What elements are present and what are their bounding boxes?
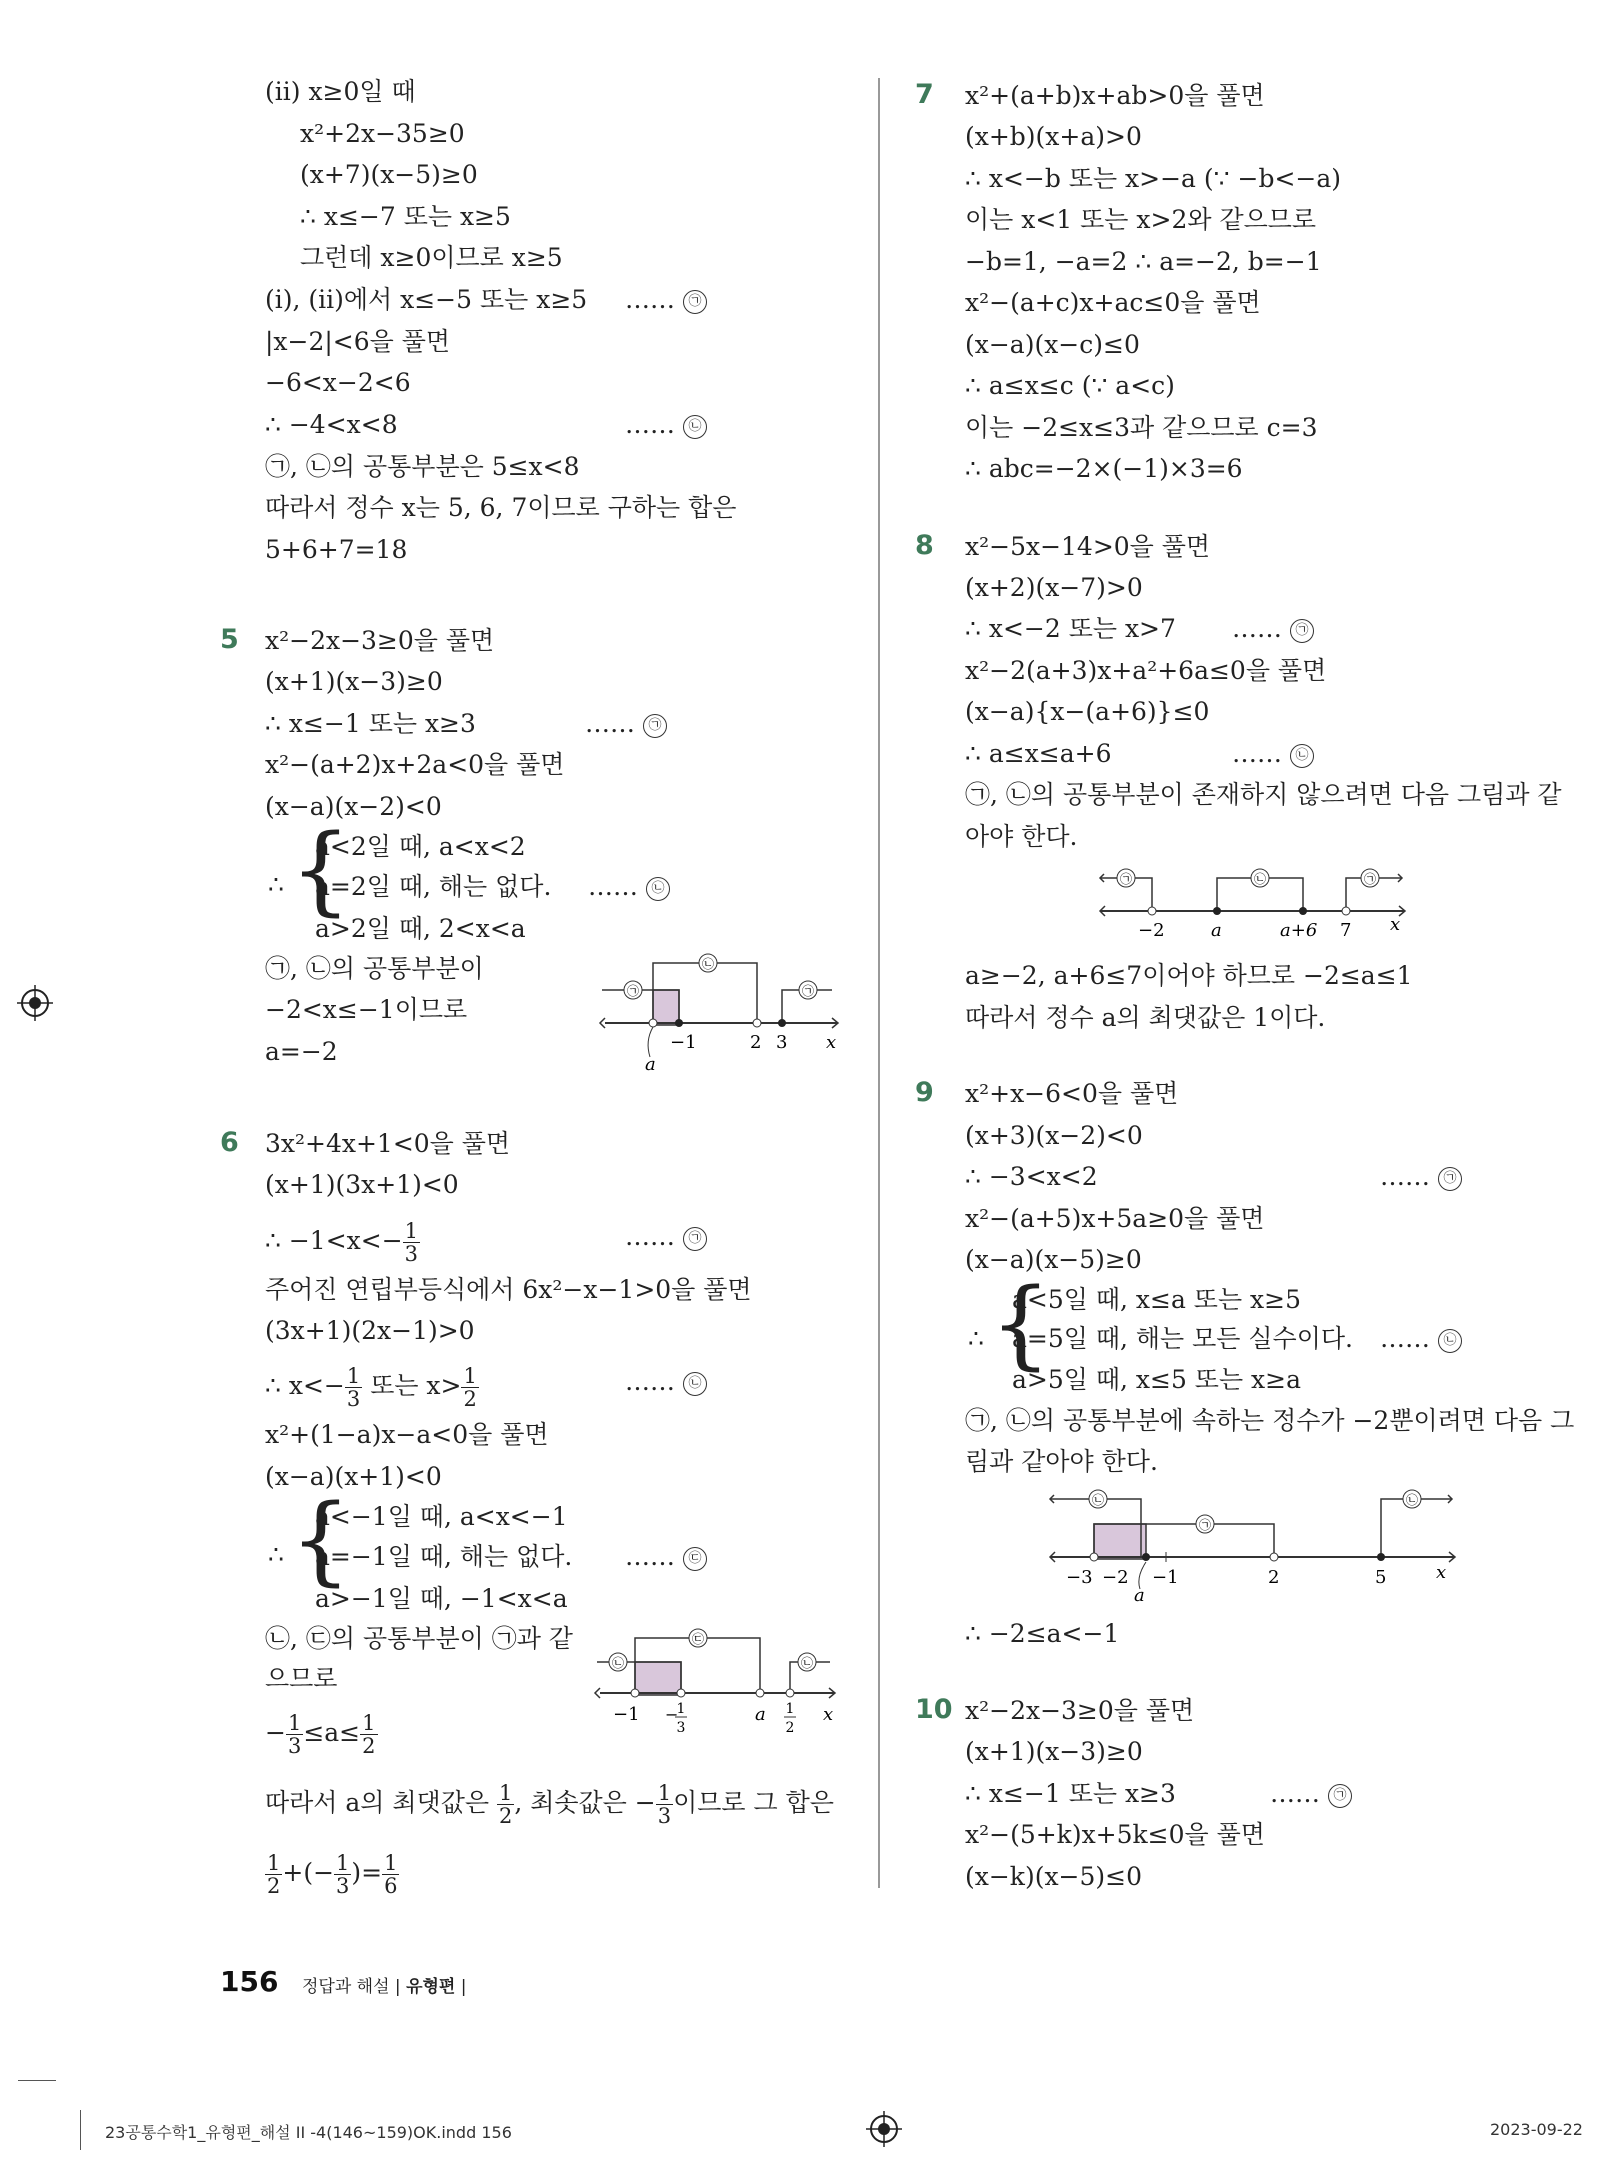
crop-mark — [80, 2110, 81, 2150]
mark-row — [1380, 1160, 1462, 1194]
case-line: a<5일 때, x≤a 또는 x≥5 — [1012, 1285, 1301, 1314]
line: 이는 x<1 또는 x>2와 같으므로 — [965, 205, 1317, 234]
line: (x−k)(x−5)≤0 — [965, 1862, 1143, 1891]
closed-point — [675, 1019, 683, 1027]
mark-row — [625, 283, 707, 317]
tick-label: a — [755, 1704, 766, 1725]
line — [265, 1220, 420, 1265]
line: ∴ x≤−1 또는 x≥3 — [265, 709, 476, 738]
text: ∴ x<− — [265, 1371, 345, 1400]
closed-point — [1213, 907, 1221, 915]
numerator: 1 — [336, 1851, 350, 1875]
line: x²−2x−3≥0을 풀면 — [265, 626, 495, 655]
line: 이는 −2≤x≤3과 같으므로 c=3 — [965, 413, 1318, 442]
problem-number: 7 — [915, 79, 934, 110]
open-point — [786, 1689, 794, 1697]
line: ㉠, ㉡의 공통부분이 — [265, 954, 484, 983]
line: (x−a)(x−c)≤0 — [965, 330, 1140, 359]
footer-section: 정답과 해설 | 유형편 | — [302, 1977, 467, 1997]
point-label: a — [1134, 1585, 1145, 1605]
line: a=−2 — [265, 1037, 338, 1066]
line: x²−(5+k)x+5k≤0을 풀면 — [965, 1820, 1265, 1849]
line: x²+x−6<0을 풀면 — [965, 1079, 1179, 1108]
mark-label: ㉡ — [1405, 1493, 1419, 1507]
line: x²−5x−14>0을 풀면 — [965, 532, 1211, 561]
dots: …… — [585, 709, 635, 738]
axis-label: x — [1436, 1562, 1447, 1583]
tick-label: −1 — [613, 1704, 640, 1725]
mark-label: ㉡ — [1091, 1493, 1105, 1507]
closed-point — [1142, 1553, 1150, 1561]
tick-label: − — [665, 1705, 679, 1724]
text: +(− — [282, 1858, 335, 1887]
open-point — [1090, 1553, 1098, 1561]
numerator: 1 — [384, 1851, 398, 1875]
pointer-line — [648, 1027, 653, 1057]
text: ≤a≤ — [303, 1718, 361, 1747]
text: 따라서 a의 최댓값은 — [265, 1788, 489, 1817]
circle-mark-1: ㉠ — [683, 290, 707, 314]
line: x²−(a+c)x+ac≤0을 풀면 — [965, 288, 1261, 317]
line: ㉠, ㉡의 공통부분은 5≤x<8 — [265, 452, 580, 481]
mark-label: ㉢ — [691, 1632, 705, 1646]
open-point — [1148, 907, 1156, 915]
denominator: 2 — [267, 1874, 281, 1898]
edition-label: 유형편 — [406, 1977, 456, 1997]
circle-mark-3: ㉢ — [683, 1547, 707, 1571]
tick-label: −2 — [1102, 1567, 1129, 1588]
number-line-diagram-9 — [1040, 1485, 1460, 1605]
tick-label: 2 — [750, 1032, 762, 1053]
tick-label: a+6 — [1280, 920, 1318, 940]
line: x²−2x−3≥0을 풀면 — [965, 1696, 1195, 1725]
line: ∴ abc=−2×(−1)×3=6 — [965, 454, 1243, 483]
number-line-diagram-5 — [590, 945, 850, 1075]
dots: …… — [1380, 1324, 1430, 1353]
therefore: ∴ — [968, 1324, 984, 1353]
line: ∴ x<−b 또는 x>−a (∵ −b<−a) — [965, 164, 1341, 193]
circle-mark-2: ㉡ — [646, 877, 670, 901]
numerator: 1 — [657, 1781, 672, 1805]
closed-point — [1299, 907, 1307, 915]
region-2-right — [1381, 1499, 1452, 1557]
case-line: a>2일 때, 2<x<a — [315, 914, 526, 943]
number-line-diagram-8 — [1090, 860, 1410, 940]
denominator: 3 — [657, 1804, 672, 1828]
denominator: 2 — [362, 1734, 376, 1758]
denominator: 3 — [336, 1874, 350, 1898]
mark-row — [1380, 1322, 1462, 1356]
fraction — [334, 1852, 351, 1897]
circle-mark-2: ㉡ — [1290, 744, 1314, 768]
line: (3x+1)(2x−1)>0 — [265, 1316, 475, 1345]
tick-label: 5 — [1375, 1567, 1387, 1588]
line: 림과 같아야 한다. — [965, 1447, 1158, 1476]
line: (x+1)(3x+1)<0 — [265, 1170, 459, 1199]
column-divider — [878, 78, 880, 1888]
overlap-region — [653, 990, 679, 1025]
problem-number: 9 — [915, 1077, 934, 1108]
line: 따라서 정수 a의 최댓값은 1이다. — [965, 1003, 1326, 1032]
overlap-region — [1094, 1524, 1146, 1559]
tick-label: 1 — [676, 1701, 686, 1717]
circle-mark-2: ㉡ — [683, 415, 707, 439]
line: 으므로 — [265, 1664, 338, 1693]
line: |x−2|<6을 풀면 — [265, 327, 451, 356]
mark-label: ㉠ — [1198, 1518, 1212, 1532]
overlap-region — [635, 1662, 681, 1695]
line: (x+b)(x+a)>0 — [965, 122, 1142, 151]
circle-mark-1: ㉠ — [1438, 1167, 1462, 1191]
fraction — [360, 1712, 377, 1757]
mark-row — [588, 870, 670, 904]
denominator: 3 — [287, 1734, 302, 1758]
tick-label: a — [1211, 920, 1222, 940]
text: ∴ −1<x<− — [265, 1226, 403, 1255]
problem-number: 8 — [915, 530, 934, 561]
line: (ⅱ) x≥0일 때 — [265, 77, 416, 106]
registration-mark — [866, 2111, 902, 2147]
mark-label: ㉡ — [611, 1656, 625, 1670]
case-line: a<2일 때, a<x<2 — [315, 832, 526, 861]
tick-label: 1 — [785, 1701, 795, 1717]
dots: …… — [625, 1222, 675, 1251]
line: − $\frac{1}{3}$ ≤a≤ $\frac{1}{2}$ — [265, 1711, 376, 1758]
line: x²+2x−35≥0 — [300, 119, 465, 148]
mark-row — [625, 1540, 707, 1574]
fraction — [656, 1782, 673, 1827]
fraction — [286, 1712, 303, 1757]
brace: { — [990, 1268, 1052, 1380]
axis-label: x — [826, 1032, 837, 1053]
denominator: 2 — [498, 1804, 513, 1828]
registration-mark — [17, 985, 53, 1021]
line: 주어진 연립부등식에서 6x²−x−1>0을 풀면 — [265, 1275, 752, 1304]
line: (x+7)(x−5)≥0 — [300, 160, 478, 189]
mark-row — [625, 408, 707, 442]
therefore: ∴ — [268, 1540, 284, 1569]
line: ∴ x≤−1 또는 x≥3 — [965, 1779, 1176, 1808]
line: ∴ a≤x≤c (∵ a<c) — [965, 371, 1175, 400]
dots: …… — [588, 872, 638, 901]
numerator: 1 — [362, 1711, 376, 1735]
line: ∴ x≤−7 또는 x≥5 — [300, 202, 511, 231]
line: (x−a){x−(a+6)}≤0 — [965, 697, 1210, 726]
line: ㉡, ㉢의 공통부분이 ㉠과 같 — [265, 1624, 573, 1653]
line: (x+2)(x−7)>0 — [965, 573, 1143, 602]
line: a≥−2, a+6≤7이어야 하므로 −2≤a≤1 — [965, 961, 1413, 990]
brace: { — [290, 814, 352, 926]
problem-number: 10 — [915, 1694, 953, 1725]
therefore: ∴ — [268, 870, 284, 899]
line: x²−(a+2)x+2a<0을 풀면 — [265, 750, 565, 779]
tick-label: 7 — [1340, 920, 1352, 940]
problem-number: 6 — [220, 1127, 239, 1158]
line: (x+1)(x−3)≥0 — [965, 1737, 1143, 1766]
case-line: a=5일 때, 해는 모든 실수이다. — [1012, 1324, 1353, 1353]
line: 아야 한다. — [965, 822, 1078, 851]
mark-label: ㉠ — [1119, 872, 1133, 886]
problem-number: 5 — [220, 624, 239, 655]
tick-label: 3 — [776, 1032, 788, 1053]
fraction — [461, 1365, 478, 1410]
line: (x+1)(x−3)≥0 — [265, 667, 443, 696]
numerator: 1 — [267, 1851, 281, 1875]
fraction — [265, 1852, 282, 1897]
mark-row — [585, 707, 667, 741]
line: x²+(1−a)x−a<0을 풀면 — [265, 1420, 549, 1449]
line: (x−a)(x−5)≥0 — [965, 1245, 1142, 1274]
mark-label: ㉡ — [800, 1656, 814, 1670]
circle-mark-1: ㉠ — [1328, 1784, 1352, 1808]
text: )= — [351, 1858, 383, 1887]
mark-label: ㉡ — [1253, 872, 1267, 886]
dots: …… — [625, 1542, 675, 1571]
line: x²+(a+b)x+ab>0을 풀면 — [965, 81, 1265, 110]
dots: …… — [1270, 1779, 1320, 1808]
dots: …… — [625, 285, 675, 314]
mark-label: ㉡ — [701, 957, 715, 971]
open-point — [753, 1019, 761, 1027]
fraction — [497, 1782, 514, 1827]
file-info: 23공통수학1_유형편_해설 II -4(146~159)OK.indd 156 — [105, 2123, 512, 2142]
dots: …… — [1232, 614, 1282, 643]
dots: …… — [1380, 1162, 1430, 1191]
circle-mark-2: ㉡ — [1438, 1329, 1462, 1353]
text: 또는 x> — [370, 1371, 462, 1400]
text: , 최솟값은 − — [514, 1788, 656, 1817]
closed-point — [1377, 1553, 1385, 1561]
line: −6<x−2<6 — [265, 368, 411, 397]
line: ∴ −2≤a<−1 — [965, 1619, 1120, 1648]
numerator: 1 — [404, 1219, 419, 1243]
circle-mark-1: ㉠ — [683, 1227, 707, 1251]
open-point — [631, 1689, 639, 1697]
line: ㉠, ㉡의 공통부분에 속하는 정수가 −2뿐이려면 다음 그 — [965, 1406, 1575, 1435]
open-point — [1342, 907, 1350, 915]
numerator: 1 — [287, 1711, 302, 1735]
line: (x−a)(x+1)<0 — [265, 1462, 442, 1491]
line: ∴ x<−2 또는 x>7 — [965, 614, 1176, 643]
dots: …… — [1232, 739, 1282, 768]
line — [265, 1365, 479, 1410]
tick-label: −3 — [1066, 1567, 1093, 1588]
denominator: 6 — [384, 1874, 398, 1898]
line: ㉠, ㉡의 공통부분이 존재하지 않으려면 다음 그림과 같 — [965, 780, 1562, 809]
line: 3x²+4x+1<0을 풀면 — [265, 1129, 511, 1158]
line: x²−(a+5)x+5a≥0을 풀면 — [965, 1204, 1265, 1233]
mark-row — [625, 1220, 707, 1254]
section-label: 정답과 해설 — [302, 1977, 390, 1997]
tick-label: −1 — [670, 1032, 697, 1053]
mark-label: ㉠ — [626, 984, 640, 998]
tick-label: 2 — [785, 1720, 795, 1736]
line: ∴ −3<x<2 — [965, 1162, 1098, 1191]
dots: …… — [625, 410, 675, 439]
print-date: 2023-09-22 — [1490, 2120, 1583, 2139]
tick-label: −2 — [1138, 920, 1165, 940]
line — [265, 1852, 399, 1897]
text: 이므로 그 합은 — [673, 1788, 834, 1817]
numerator: 1 — [346, 1364, 361, 1388]
tick-label: −1 — [1152, 1567, 1179, 1588]
numerator: 1 — [498, 1781, 513, 1805]
case-line: a>5일 때, x≤5 또는 x≥a — [1012, 1365, 1301, 1394]
case-line: a>−1일 때, −1<x<a — [315, 1584, 568, 1613]
tick-label: 3 — [676, 1720, 686, 1736]
line — [265, 1782, 834, 1827]
line: ∴ −4<x<8 — [265, 410, 398, 439]
point-label: a — [645, 1054, 656, 1075]
dots: …… — [625, 1367, 675, 1396]
fraction — [345, 1365, 362, 1410]
line: (ⅰ), (ⅱ)에서 x≤−5 또는 x≥5 — [265, 285, 588, 314]
line: x²−2(a+3)x+a²+6a≤0을 풀면 — [965, 656, 1327, 685]
number-line-diagram-6 — [585, 1620, 845, 1740]
closed-point — [778, 1019, 786, 1027]
case-line: a=−1일 때, 해는 없다. — [315, 1542, 573, 1571]
axis-arrow — [595, 1688, 600, 1698]
line: −b=1, −a=2 ∴ a=−2, b=−1 — [965, 247, 1322, 276]
circle-mark-2: ㉡ — [683, 1372, 707, 1396]
open-point — [756, 1689, 764, 1697]
mark-row — [1270, 1777, 1352, 1811]
circle-mark-1: ㉠ — [1290, 619, 1314, 643]
tick-label: 2 — [1268, 1567, 1280, 1588]
circle-mark-1: ㉠ — [643, 714, 667, 738]
denominator: 3 — [346, 1387, 361, 1411]
axis-label: x — [1390, 914, 1401, 935]
line: ∴ a≤x≤a+6 — [965, 739, 1112, 768]
brace: { — [290, 1484, 352, 1596]
axis-label: x — [823, 1704, 834, 1725]
crop-mark — [18, 2080, 56, 2081]
mark-label: ㉠ — [1363, 872, 1377, 886]
denominator: 2 — [463, 1387, 477, 1411]
mark-row — [1232, 737, 1314, 771]
line: (x−a)(x−2)<0 — [265, 792, 442, 821]
line: (x+3)(x−2)<0 — [965, 1121, 1143, 1150]
case-line: a<−1일 때, a<x<−1 — [315, 1502, 568, 1531]
open-point — [677, 1689, 685, 1697]
numerator: 1 — [463, 1364, 477, 1388]
fraction — [382, 1852, 399, 1897]
open-point — [1270, 1553, 1278, 1561]
line: 5+6+7=18 — [265, 535, 408, 564]
line: 그런데 x≥0이므로 x≥5 — [300, 243, 563, 272]
line: −2<x≤−1이므로 — [265, 995, 468, 1024]
axis-arrow — [600, 1018, 605, 1028]
denominator: 3 — [404, 1242, 419, 1266]
page-number: 156 — [220, 1965, 279, 1998]
fraction — [403, 1220, 420, 1265]
open-point — [649, 1019, 657, 1027]
mark-row — [1232, 612, 1314, 646]
line: 따라서 정수 x는 5, 6, 7이므로 구하는 합은 — [265, 493, 737, 522]
mark-label: ㉠ — [801, 984, 815, 998]
mark-row — [625, 1365, 707, 1399]
case-line: a=2일 때, 해는 없다. — [315, 872, 552, 901]
